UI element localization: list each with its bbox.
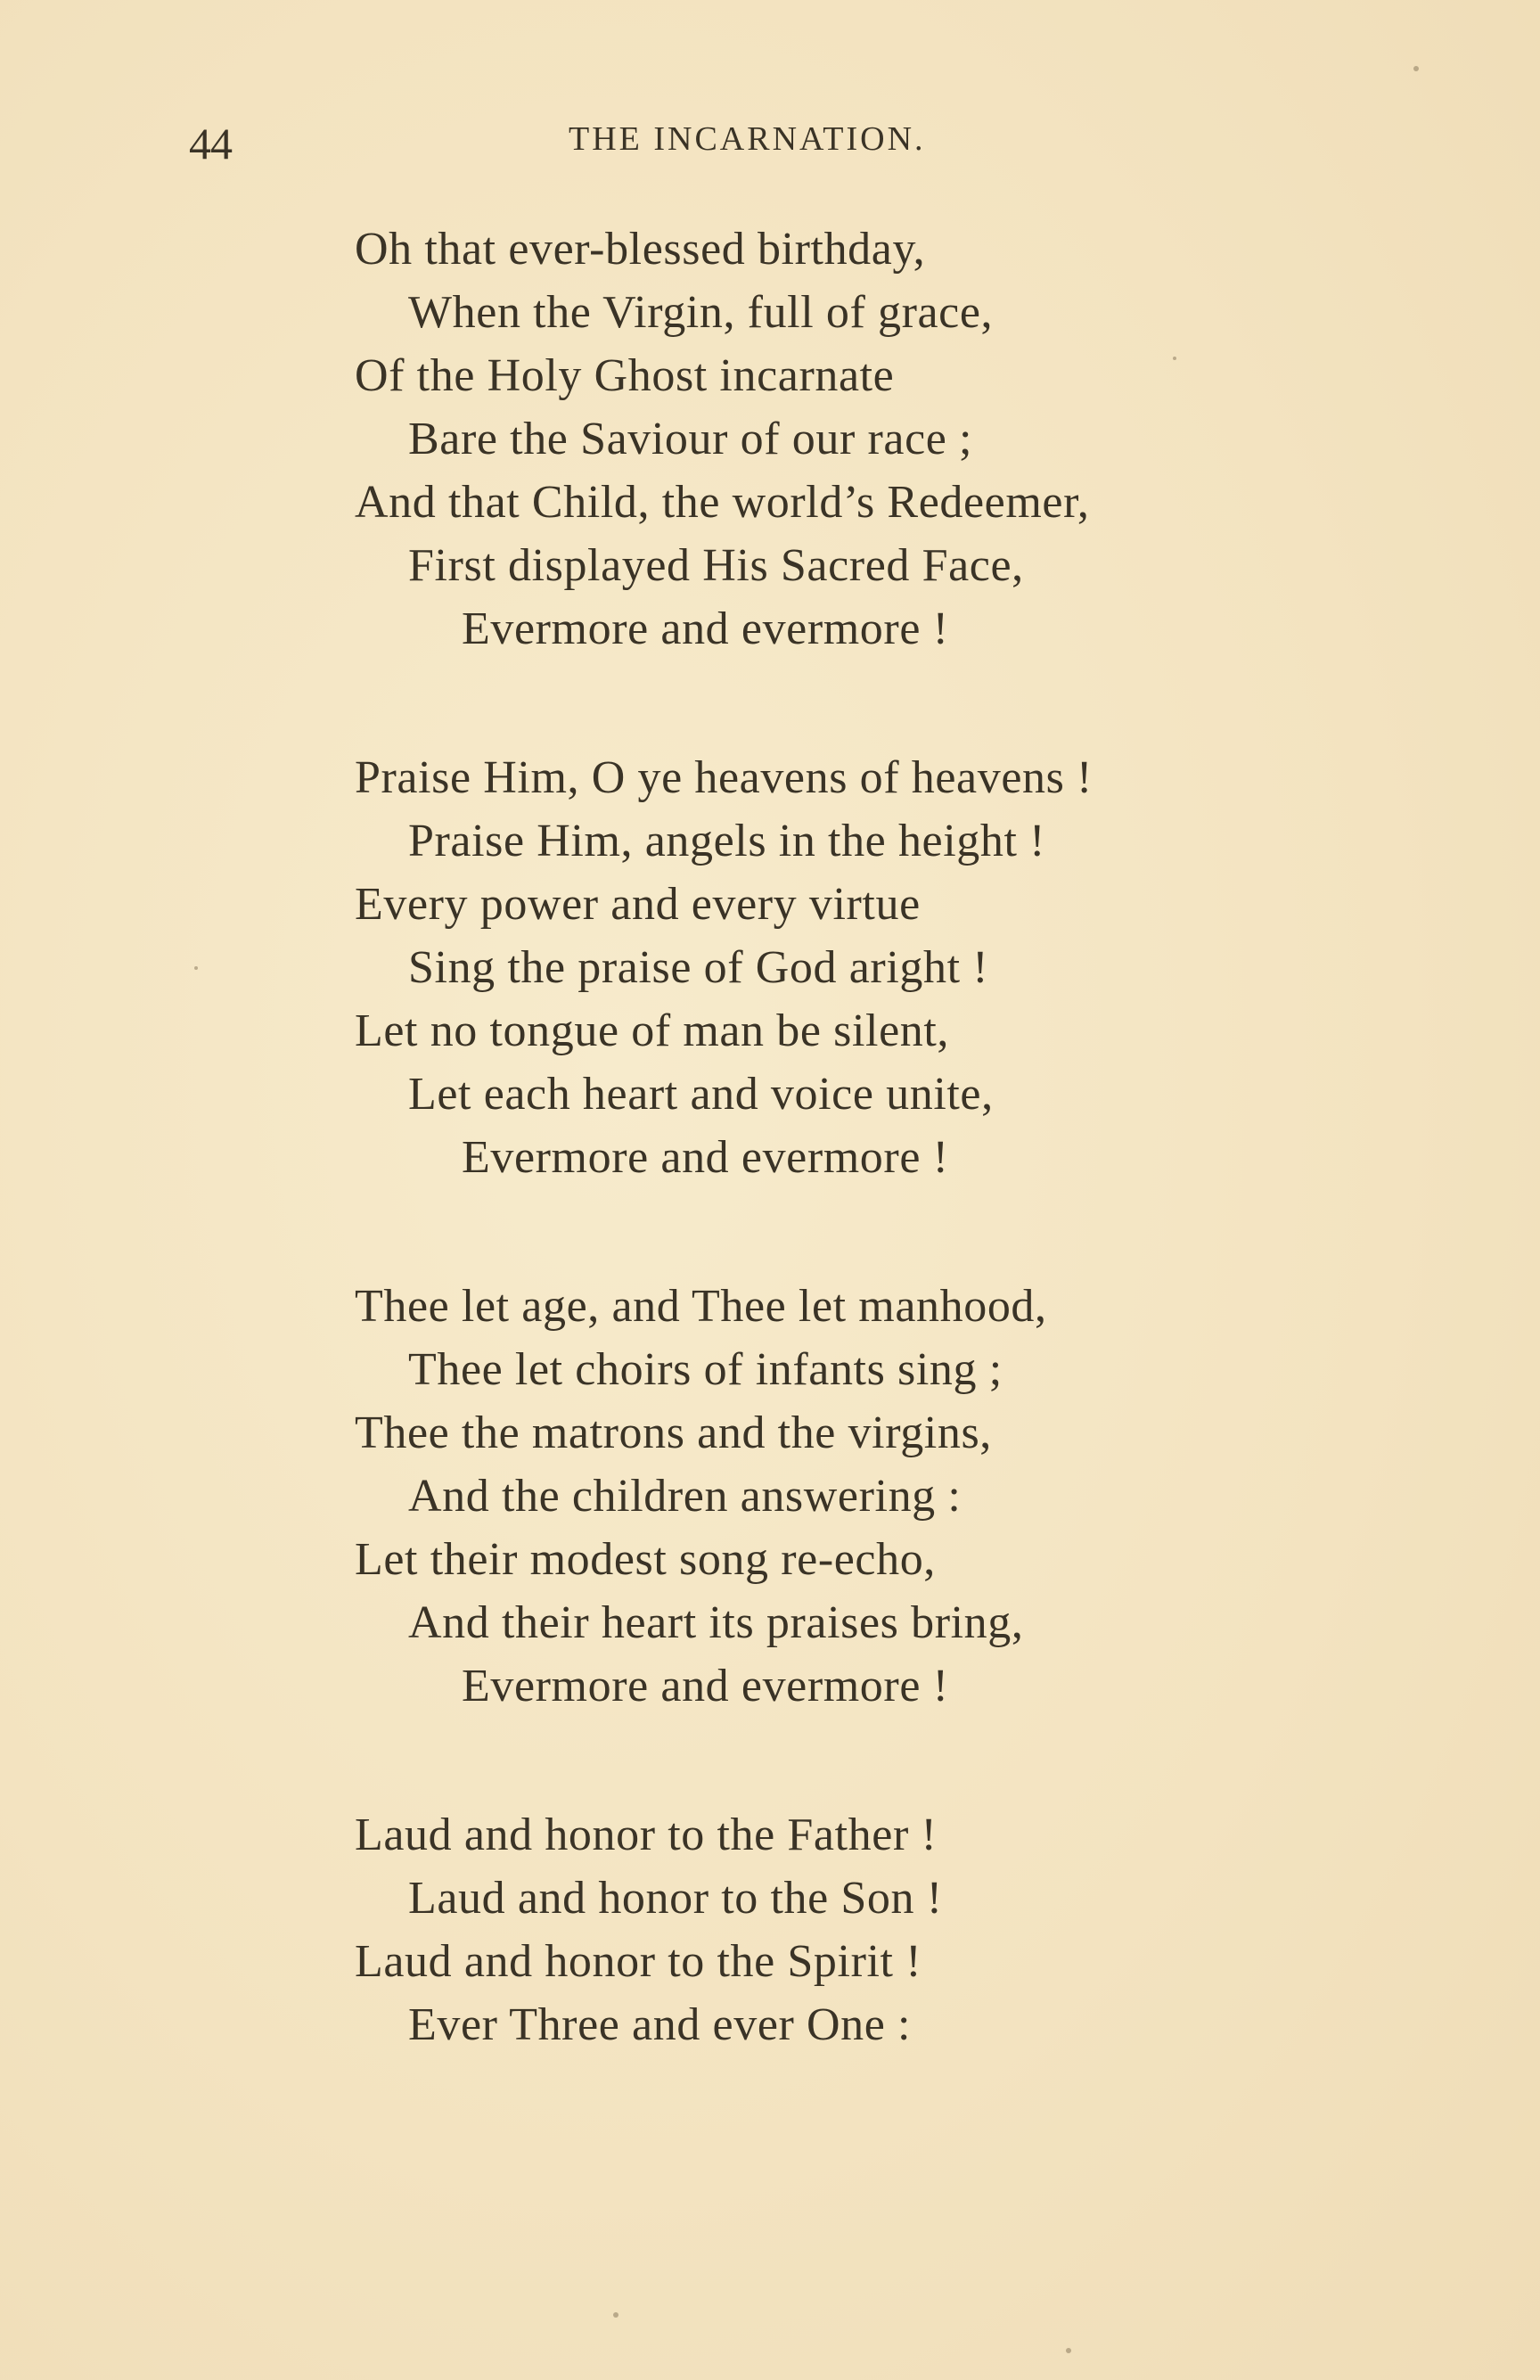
poem-line: Oh that ever-blessed birthday, (355, 224, 926, 275)
poem-line: Let no tongue of man be silent, (355, 1005, 950, 1056)
poem-line: Bare the Saviour of our race ; (408, 414, 973, 464)
poem-line: When the Virgin, full of grace, (408, 287, 994, 338)
stanza (355, 1803, 1290, 2056)
stanza (355, 746, 1290, 1189)
paper-speck (1173, 357, 1176, 360)
stanza (355, 217, 1290, 661)
poem-line: Every power and every virtue (355, 879, 921, 930)
running-head: THE INCARNATION. (569, 120, 926, 158)
page-number: 44 (189, 119, 232, 168)
paper-speck (1413, 66, 1419, 71)
poem-line: Laud and honor to the Spirit ! (355, 1936, 922, 1987)
poem-line: Thee let age, and Thee let manhood, (355, 1281, 1047, 1332)
poem-line: Evermore and evermore ! (462, 603, 949, 654)
poem-line: First displayed His Sacred Face, (408, 540, 1024, 591)
poem-line: Praise Him, angels in the height ! (408, 816, 1046, 866)
poem-line: Laud and honor to the Father ! (355, 1810, 938, 1860)
page-header (0, 0, 1540, 196)
poem-line: Laud and honor to the Son ! (408, 1873, 943, 1924)
poem-line: And the children answering : (408, 1471, 962, 1522)
poem-line: Let their modest song re-echo, (355, 1534, 936, 1585)
poem-line: Praise Him, O ye heavens of heavens ! (355, 752, 1093, 803)
poem-line: Sing the praise of God aright ! (408, 942, 989, 993)
paper-speck (194, 966, 198, 970)
poem-line: Ever Three and ever One : (408, 1999, 912, 2050)
poem-line: Of the Holy Ghost incarnate (355, 350, 895, 401)
poem-line: And their heart its praises bring, (408, 1597, 1024, 1648)
paper-speck (1066, 2348, 1071, 2353)
poem-line: Thee the matrons and the virgins, (355, 1407, 992, 1458)
poem-body (355, 217, 1290, 2142)
poem-line: And that Child, the world’s Redeemer, (355, 477, 1090, 528)
poem-line: Evermore and evermore ! (462, 1132, 949, 1183)
poem-line: Let each heart and voice unite, (408, 1069, 994, 1120)
poem-line: Thee let choirs of infants sing ; (408, 1344, 1003, 1395)
stanza (355, 1275, 1290, 1718)
paper-speck (613, 2312, 618, 2318)
poem-line: Evermore and evermore ! (462, 1661, 949, 1711)
